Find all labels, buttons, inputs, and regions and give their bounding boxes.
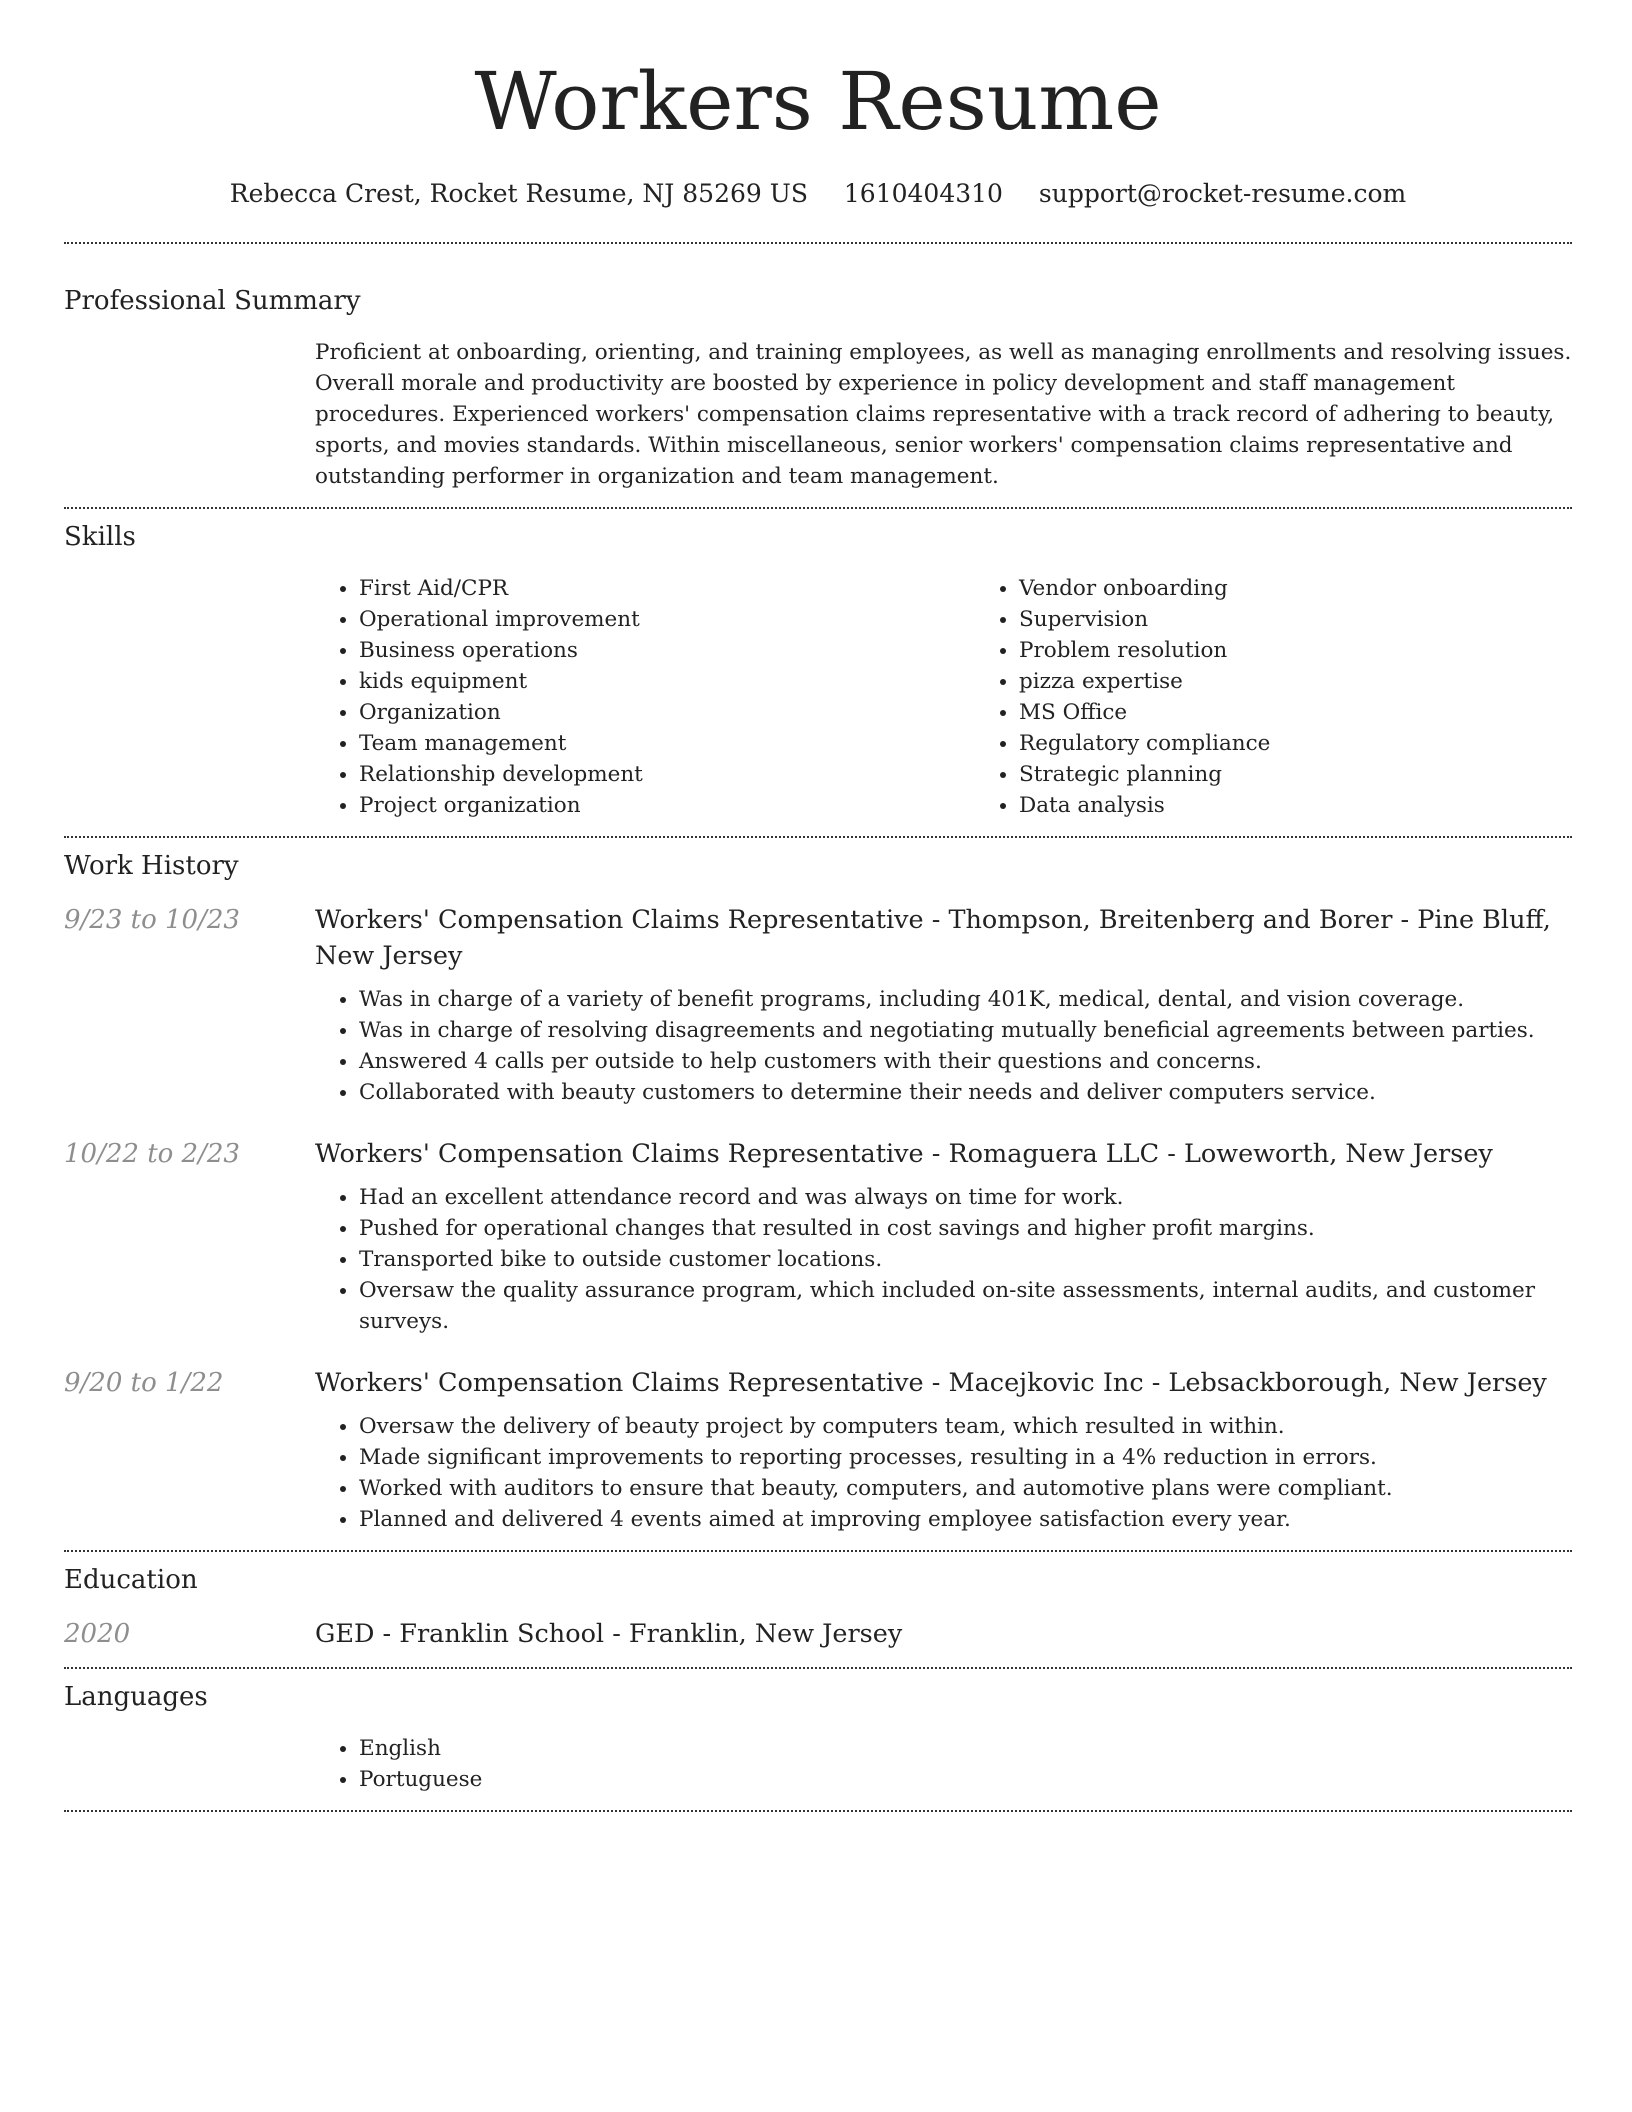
skill-item: • First Aid/CPR xyxy=(359,573,975,604)
job-bullets xyxy=(315,1411,1572,1535)
divider xyxy=(64,1550,1572,1552)
skill-item: • Strategic planning xyxy=(1019,759,1632,790)
job-entry xyxy=(64,1365,1572,1535)
contact-line xyxy=(64,178,1572,210)
skill-item: • Vendor onboarding xyxy=(1019,573,1632,604)
education-degree: GED - Franklin School - Franklin, New Jersey xyxy=(315,1619,903,1649)
job-bullet: • Answered 4 calls per outside to help customers with their questions and concerns. xyxy=(359,1046,1572,1077)
job-bullet: • Transported bike to outside customer locations. xyxy=(359,1244,1572,1275)
skill-item: • Operational improvement xyxy=(359,604,975,635)
job-bullet: • Oversaw the delivery of beauty project by computers team, which resulted in within. xyxy=(359,1411,1572,1442)
divider xyxy=(64,1667,1572,1669)
language-item: • English xyxy=(359,1733,1572,1764)
job-bullet: • Had an excellent attendance record and was always on time for work. xyxy=(359,1182,1572,1213)
skill-item: • Organization xyxy=(359,697,975,728)
skill-item: • Project organization xyxy=(359,790,975,821)
skill-item: • Problem resolution xyxy=(1019,635,1632,666)
skill-item: • Team management xyxy=(359,728,975,759)
skills-row xyxy=(64,573,1572,821)
divider xyxy=(64,836,1572,838)
job-dates: 9/20 to 1/22 xyxy=(64,1368,224,1398)
divider xyxy=(64,1810,1572,1812)
job-bullets xyxy=(315,1182,1572,1337)
languages-heading: Languages xyxy=(64,1682,208,1712)
skill-item: • kids equipment xyxy=(359,666,975,697)
job-bullet: • Worked with auditors to ensure that beauty, computers, and automotive plans were compliant. xyxy=(359,1473,1572,1504)
work-heading: Work History xyxy=(64,851,239,881)
job-title: Workers' Compensation Claims Representative - Thompson, Breitenberg and Borer - Pine Bluff, New Jersey xyxy=(315,905,1551,971)
skill-item: • pizza expertise xyxy=(1019,666,1632,697)
contact-address: Rebecca Crest, Rocket Resume, NJ 85269 US xyxy=(229,179,808,208)
job-bullets xyxy=(315,984,1572,1108)
skill-item: • MS Office xyxy=(1019,697,1632,728)
job-bullet: • Collaborated with beauty customers to determine their needs and deliver computers service. xyxy=(359,1077,1572,1108)
job-dates: 10/22 to 2/23 xyxy=(64,1139,240,1169)
resume-name: Workers Resume xyxy=(474,55,1162,148)
job-bullet: • Planned and delivered 4 events aimed at improving employee satisfaction every year. xyxy=(359,1504,1572,1535)
skill-item: • Data analysis xyxy=(1019,790,1632,821)
job-entry xyxy=(64,902,1572,1108)
skill-item: • Supervision xyxy=(1019,604,1632,635)
job-bullet: • Was in charge of a variety of benefit programs, including 401K, medical, dental, and vision coverage. xyxy=(359,984,1572,1015)
job-title: Workers' Compensation Claims Representative - Macejkovic Inc - Lebsackborough, New Jersey xyxy=(315,1368,1547,1398)
education-entry xyxy=(64,1616,1572,1652)
skills-heading: Skills xyxy=(64,522,136,552)
job-dates: 9/23 to 10/23 xyxy=(64,905,240,935)
skills-list-left xyxy=(315,573,975,821)
languages-row xyxy=(64,1733,1572,1795)
job-bullet: • Made significant improvements to reporting processes, resulting in a 4% reduction in errors. xyxy=(359,1442,1572,1473)
divider xyxy=(64,242,1572,244)
job-entry xyxy=(64,1136,1572,1337)
job-bullet: • Pushed for operational changes that resulted in cost savings and higher profit margins. xyxy=(359,1213,1572,1244)
education-year: 2020 xyxy=(64,1619,131,1649)
contact-phone: 1610404310 xyxy=(843,179,1003,208)
job-title: Workers' Compensation Claims Representative - Romaguera LLC - Loweworth, New Jersey xyxy=(315,1139,1493,1169)
resume-page xyxy=(64,0,1572,1812)
skill-item: • Business operations xyxy=(359,635,975,666)
language-item: • Portuguese xyxy=(359,1764,1572,1795)
contact-email: support@rocket-resume.com xyxy=(1038,179,1407,208)
education-heading: Education xyxy=(64,1565,198,1595)
skills-list-right xyxy=(975,573,1632,821)
job-bullet: • Was in charge of resolving disagreements and negotiating mutually beneficial agreements between parties. xyxy=(359,1015,1572,1046)
skill-item: • Regulatory compliance xyxy=(1019,728,1632,759)
summary-row xyxy=(64,337,1572,492)
job-bullet: • Oversaw the quality assurance program, which included on-site assessments, internal audits, and customer surveys. xyxy=(359,1275,1572,1337)
summary-heading: Professional Summary xyxy=(64,286,361,316)
divider xyxy=(64,507,1572,509)
languages-list xyxy=(315,1733,1572,1795)
summary-spacer xyxy=(64,337,315,492)
skill-item: • Relationship development xyxy=(359,759,975,790)
skills-columns xyxy=(315,573,1632,821)
summary-text: Proficient at onboarding, orienting, and training employees, as well as managing enrollments and resolving issues. Overall morale and productivity are boosted by experience in policy development and staff management procedures. Experienced workers' compensation claims representative with a track record of adhering to beauty, sports, and movies standards. Within miscellaneous, senior workers' compensation claims representative and outstanding performer in organization and team management. xyxy=(315,340,1572,489)
